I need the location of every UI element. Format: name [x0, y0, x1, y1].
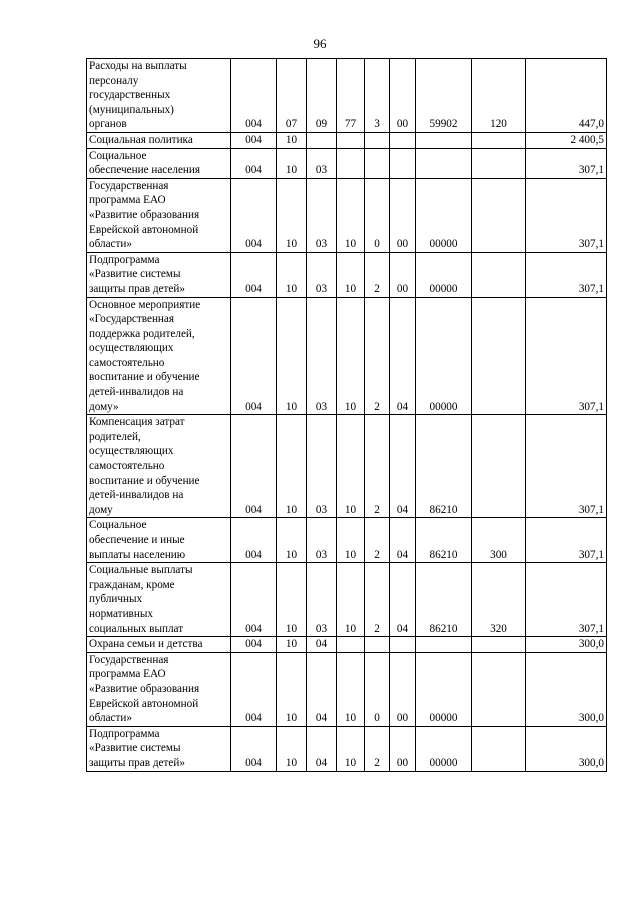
row-name-line: осуществляющих	[89, 342, 174, 355]
row-name-line: области»	[89, 712, 132, 725]
row-name-line: «Государственная	[89, 313, 175, 326]
cell-rz: 10	[277, 563, 307, 637]
row-name-line: органов	[89, 118, 127, 131]
cell-rz: 10	[277, 148, 307, 178]
cell-gr: 004	[231, 252, 277, 297]
cell-sum: 2 400,5	[526, 132, 607, 148]
cell-gr: 004	[231, 637, 277, 653]
cell-cs3: 00	[390, 252, 416, 297]
row-name-line: Еврейской автономной	[89, 697, 199, 710]
table-row	[87, 563, 607, 637]
cell-sum: 300,0	[526, 652, 607, 726]
row-name-line: воспитание и обучение	[89, 371, 200, 384]
row-name	[87, 252, 231, 297]
row-name-line: поддержка родителей,	[89, 327, 195, 340]
row-name-line: защиты прав детей»	[89, 282, 185, 295]
cell-cs1: 10	[337, 178, 365, 252]
row-name	[87, 637, 231, 653]
row-name	[87, 132, 231, 148]
cell-cs4: 86210	[416, 518, 472, 563]
cell-cs4: 59902	[416, 59, 472, 133]
row-name	[87, 59, 231, 133]
cell-pr: 03	[307, 178, 337, 252]
cell-rz: 10	[277, 297, 307, 415]
cell-cs2	[365, 148, 390, 178]
cell-cs4: 00000	[416, 652, 472, 726]
cell-pr: 04	[307, 637, 337, 653]
cell-sum: 307,1	[526, 415, 607, 518]
cell-gr: 004	[231, 297, 277, 415]
table-row	[87, 132, 607, 148]
cell-cs3: 00	[390, 652, 416, 726]
cell-cs1: 77	[337, 59, 365, 133]
cell-pr: 03	[307, 415, 337, 518]
row-name-line: программа ЕАО	[89, 668, 166, 681]
cell-pr: 09	[307, 59, 337, 133]
row-name-line: детей-инвалидов на	[89, 386, 184, 399]
row-name-line: защиты прав детей»	[89, 756, 185, 769]
table-row	[87, 652, 607, 726]
cell-cs2	[365, 132, 390, 148]
cell-rz: 10	[277, 518, 307, 563]
cell-cs4: 00000	[416, 726, 472, 771]
cell-vr: 320	[472, 563, 526, 637]
cell-sum: 307,1	[526, 178, 607, 252]
row-name-line: обеспечение населения	[89, 164, 201, 177]
cell-vr	[472, 297, 526, 415]
cell-cs3: 00	[390, 178, 416, 252]
row-name-line: публичных	[89, 593, 143, 606]
cell-cs4: 86210	[416, 415, 472, 518]
cell-vr	[472, 415, 526, 518]
cell-pr: 03	[307, 563, 337, 637]
row-name-line: Социальные выплаты	[89, 564, 193, 577]
cell-cs3: 04	[390, 297, 416, 415]
cell-cs4: 86210	[416, 563, 472, 637]
cell-cs3: 04	[390, 415, 416, 518]
cell-gr: 004	[231, 178, 277, 252]
cell-cs2: 2	[365, 726, 390, 771]
cell-cs3	[390, 132, 416, 148]
cell-rz: 10	[277, 415, 307, 518]
cell-cs1	[337, 132, 365, 148]
row-name-line: Социальная политика	[89, 133, 193, 146]
cell-cs2: 2	[365, 563, 390, 637]
cell-pr: 03	[307, 297, 337, 415]
table-row	[87, 148, 607, 178]
row-name-line: обеспечение и иные	[89, 534, 185, 546]
cell-sum: 300,0	[526, 726, 607, 771]
row-name-line: социальных выплат	[89, 622, 184, 635]
row-name-line: программа ЕАО	[89, 194, 166, 207]
cell-vr	[472, 252, 526, 297]
cell-vr	[472, 726, 526, 771]
cell-cs3: 00	[390, 726, 416, 771]
cell-vr	[472, 132, 526, 148]
cell-cs2: 2	[365, 415, 390, 518]
cell-pr: 04	[307, 726, 337, 771]
row-name-line: «Развитие образования	[89, 208, 200, 221]
cell-pr	[307, 132, 337, 148]
row-name-line: «Развитие системы	[89, 742, 181, 755]
row-name-line: воспитание и обучение	[89, 474, 200, 487]
cell-sum: 307,1	[526, 518, 607, 563]
row-name	[87, 178, 231, 252]
cell-cs3	[390, 637, 416, 653]
cell-sum: 307,1	[526, 148, 607, 178]
cell-gr: 004	[231, 415, 277, 518]
row-name-line: выплаты населению	[89, 548, 186, 561]
cell-rz: 10	[277, 178, 307, 252]
cell-cs3: 04	[390, 563, 416, 637]
cell-pr: 03	[307, 518, 337, 563]
table-row	[87, 637, 607, 653]
cell-cs2: 3	[365, 59, 390, 133]
cell-cs1	[337, 148, 365, 178]
cell-pr: 03	[307, 148, 337, 178]
cell-vr	[472, 148, 526, 178]
cell-cs4: 00000	[416, 178, 472, 252]
row-name-line: Основное мероприятие	[89, 298, 201, 311]
cell-gr: 004	[231, 518, 277, 563]
cell-cs1: 10	[337, 726, 365, 771]
table-row	[87, 178, 607, 252]
cell-gr: 004	[231, 652, 277, 726]
row-name-line: «Развитие образования	[89, 682, 200, 695]
cell-sum: 307,1	[526, 563, 607, 637]
cell-sum: 307,1	[526, 252, 607, 297]
row-name-line: Подпрограмма	[89, 253, 160, 266]
row-name-line: персоналу	[89, 74, 139, 87]
cell-cs1: 10	[337, 415, 365, 518]
row-name-line: Еврейской автономной	[89, 223, 199, 236]
table-row	[87, 59, 607, 133]
cell-gr: 004	[231, 726, 277, 771]
cell-cs2: 0	[365, 178, 390, 252]
cell-cs1	[337, 637, 365, 653]
cell-cs3: 00	[390, 59, 416, 133]
row-name-line: детей-инвалидов на	[89, 489, 184, 502]
row-name	[87, 563, 231, 637]
cell-cs1: 10	[337, 563, 365, 637]
row-name-line: государственных	[89, 89, 171, 102]
row-name	[87, 652, 231, 726]
cell-cs3: 04	[390, 518, 416, 563]
row-name-line: «Развитие системы	[89, 268, 181, 281]
row-name-line: Государственная	[89, 179, 169, 192]
row-name	[87, 415, 231, 518]
row-name	[87, 518, 231, 563]
cell-cs1: 10	[337, 252, 365, 297]
row-name-line: Расходы на выплаты	[89, 60, 187, 72]
row-name-line: самостоятельно	[89, 460, 165, 473]
cell-sum: 300,0	[526, 637, 607, 653]
cell-gr: 004	[231, 59, 277, 133]
cell-cs4: 00000	[416, 297, 472, 415]
row-name-line: гражданам, кроме	[89, 578, 175, 591]
cell-cs4	[416, 132, 472, 148]
page-number: 96	[313, 36, 327, 51]
row-name-line: нормативных	[89, 607, 153, 620]
cell-rz: 10	[277, 652, 307, 726]
cell-cs1: 10	[337, 297, 365, 415]
table-body	[87, 59, 607, 772]
table-row	[87, 297, 607, 415]
cell-vr	[472, 178, 526, 252]
cell-rz: 10	[277, 132, 307, 148]
cell-gr: 004	[231, 563, 277, 637]
row-name-line: дому»	[89, 400, 119, 413]
cell-cs2: 2	[365, 518, 390, 563]
cell-cs1: 10	[337, 652, 365, 726]
row-name-line: (муниципальных)	[89, 103, 174, 116]
cell-rz: 10	[277, 637, 307, 653]
cell-cs2	[365, 637, 390, 653]
cell-pr: 04	[307, 652, 337, 726]
table-row	[87, 252, 607, 297]
budget-table	[86, 58, 607, 772]
cell-cs1: 10	[337, 518, 365, 563]
row-name-line: Компенсация затрат	[89, 416, 185, 429]
row-name	[87, 726, 231, 771]
cell-cs3	[390, 148, 416, 178]
row-name	[87, 297, 231, 415]
cell-rz: 10	[277, 252, 307, 297]
cell-cs2: 0	[365, 652, 390, 726]
cell-cs2: 2	[365, 252, 390, 297]
row-name-line: Социальное	[89, 149, 147, 162]
cell-cs2: 2	[365, 297, 390, 415]
cell-vr	[472, 652, 526, 726]
cell-gr: 004	[231, 132, 277, 148]
cell-sum: 307,1	[526, 297, 607, 415]
row-name	[87, 148, 231, 178]
row-name-line: дому	[89, 503, 113, 516]
row-name-line: осуществляющих	[89, 445, 174, 458]
cell-rz: 10	[277, 726, 307, 771]
cell-vr: 300	[472, 518, 526, 563]
row-name-line: Социальное	[89, 519, 147, 532]
cell-rz: 07	[277, 59, 307, 133]
cell-vr: 120	[472, 59, 526, 133]
cell-vr	[472, 637, 526, 653]
row-name-line: Охрана семьи и детства	[89, 638, 203, 651]
cell-sum: 447,0	[526, 59, 607, 133]
table-row	[87, 518, 607, 563]
row-name-line: области»	[89, 238, 132, 251]
cell-pr: 03	[307, 252, 337, 297]
table-row	[87, 415, 607, 518]
table-row	[87, 726, 607, 771]
cell-cs4	[416, 148, 472, 178]
row-name-line: Государственная	[89, 653, 169, 666]
cell-cs4: 00000	[416, 252, 472, 297]
cell-cs4	[416, 637, 472, 653]
cell-gr: 004	[231, 148, 277, 178]
row-name-line: Подпрограмма	[89, 727, 160, 740]
row-name-line: самостоятельно	[89, 356, 165, 369]
row-name-line: родителей,	[89, 430, 141, 443]
